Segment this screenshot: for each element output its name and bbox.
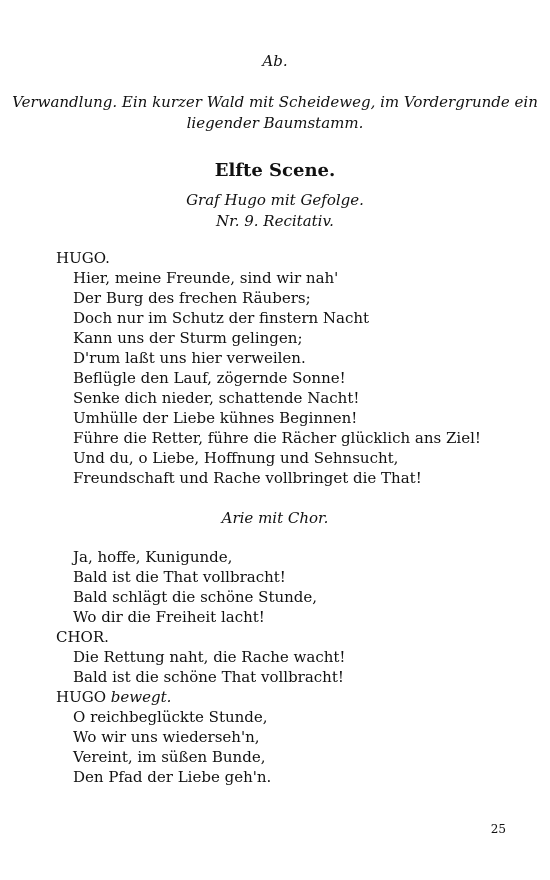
verse-line: Beflügle den Lauf, zögernde Sonne! xyxy=(73,369,346,387)
speaker-chor: CHOR. xyxy=(56,628,109,646)
verse-line: Wo wir uns wiederseh'n, xyxy=(73,728,260,746)
page-number: 25 xyxy=(490,822,506,836)
speaker-hugo-name: HUGO xyxy=(56,688,107,706)
transformation-line-2: liegender Baumstamm. xyxy=(186,114,364,132)
speaker-hugo: HUGO. xyxy=(56,249,110,267)
speaker-hugo-bewegt xyxy=(56,687,345,707)
scene-number: Nr. 9. Recitativ. xyxy=(216,212,334,230)
verse-line: O reichbeglückte Stunde, xyxy=(73,708,268,726)
verse-line: Die Rettung naht, die Rache wacht! xyxy=(73,648,346,666)
verse-line: Den Pfad der Liebe geh'n. xyxy=(73,768,272,786)
verse-line: Wo dir die Freiheit lacht! xyxy=(73,608,265,626)
verse-line: Kann uns der Sturm gelingen; xyxy=(73,329,303,347)
verse-line: Der Burg des frechen Räubers; xyxy=(73,289,311,307)
verse-line: Umhülle der Liebe kühnes Beginnen! xyxy=(73,409,358,427)
transformation-line-1: Verwandlung. Ein kurzer Wald mit Scheideweg, im Vordergrunde ein xyxy=(12,93,538,111)
verse-line: Bald ist die That vollbracht! xyxy=(73,568,286,586)
verse-line: Hier, meine Freunde, sind wir nah' xyxy=(73,269,339,287)
verse-line: Und du, o Liebe, Hoffnung und Sehnsucht, xyxy=(73,449,399,467)
verse-line: Ja, hoffe, Kunigunde, xyxy=(73,548,233,566)
verse-line: Führe die Retter, führe die Rächer glücklich ans Ziel! xyxy=(73,429,481,447)
verse-line: Vereint, im süßen Bunde, xyxy=(73,748,266,766)
verse-line: Freundschaft und Rache vollbringet die That! xyxy=(73,469,422,487)
aria-block xyxy=(56,547,345,787)
verse-line: Doch nur im Schutz der finstern Nacht xyxy=(73,309,370,327)
stage-direction: bewegt. xyxy=(110,688,172,706)
verse-line: Bald ist die schöne That vollbracht! xyxy=(73,668,344,686)
verse-line: Senke dich nieder, schattende Nacht! xyxy=(73,389,360,407)
aria-heading: Arie mit Chor. xyxy=(221,509,329,527)
scene-info xyxy=(0,190,550,232)
verse-line: Bald schlägt die schöne Stunde, xyxy=(73,588,318,606)
transformation-direction xyxy=(0,92,550,134)
verse-line: D'rum laßt uns hier verweilen. xyxy=(73,349,306,367)
recitativ-block xyxy=(56,248,481,488)
exit-direction: Ab. xyxy=(262,52,288,70)
scene-cast: Graf Hugo mit Gefolge. xyxy=(186,191,364,209)
scene-title: Elfte Scene. xyxy=(214,160,336,181)
